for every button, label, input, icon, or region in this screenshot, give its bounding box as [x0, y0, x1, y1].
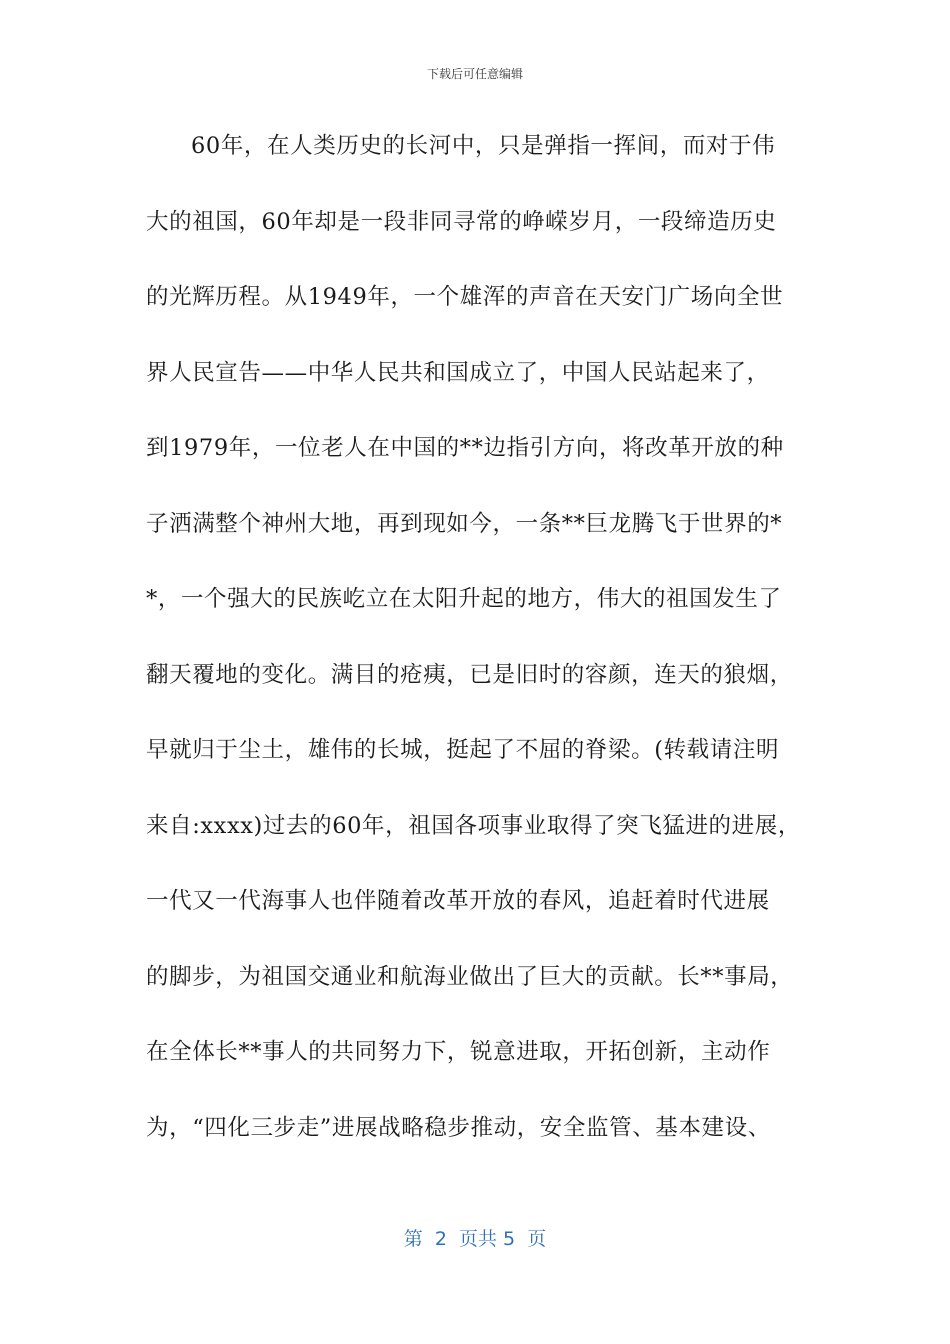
text-line: 一代又一代海事人也伴随着改革开放的春风，追赶着时代进展 — [146, 888, 770, 914]
text-line: 60年，在人类历史的长河中，只是弹指一挥间，而对于伟 — [191, 133, 776, 159]
text-line: 来自:xxxx)过去的60年，祖国各项事业取得了突飞猛进的进展， — [146, 812, 801, 839]
text-line: 早就归于尘土，雄伟的长城，挺起了不屈的脊梁。(转载请注明 — [146, 737, 780, 763]
text-line: 的光辉历程。从1949年，一个雄浑的声音在天安门广场向全世 — [146, 284, 784, 310]
text-line: 界人民宣告——中华人民共和国成立了，中国人民站起来了， — [146, 359, 770, 386]
page-number: 第 2 页共 5 页 — [403, 1228, 547, 1250]
text-line: 到1979年，一位老人在中国的**边指引方向，将改革开放的种 — [146, 435, 784, 461]
text-line: 大的祖国，60年却是一段非同寻常的峥嵘岁月，一段缔造历史 — [146, 208, 777, 235]
text-line: 为，“四化三步走”进展战略稳步推动，安全监管、基本建设、 — [146, 1114, 771, 1141]
text-line: 子洒满整个神州大地，再到现如今，一条**巨龙腾飞于世界的* — [146, 510, 783, 537]
text-line: *，一个强大的民族屹立在太阳升起的地方，伟大的祖国发生了 — [146, 586, 782, 612]
body-text — [146, 126, 806, 1183]
text-line: 的脚步，为祖国交通业和航海业做出了巨大的贡献。长**事局， — [146, 963, 794, 990]
text-line: 在全体长**事人的共同努力下，锐意进取，开拓创新，主动作 — [146, 1039, 771, 1065]
text-line: 翻天覆地的变化。满目的疮痍，已是旧时的容颜，连天的狼烟， — [146, 661, 793, 688]
page-header: 下载后可任意编辑 — [426, 67, 523, 81]
